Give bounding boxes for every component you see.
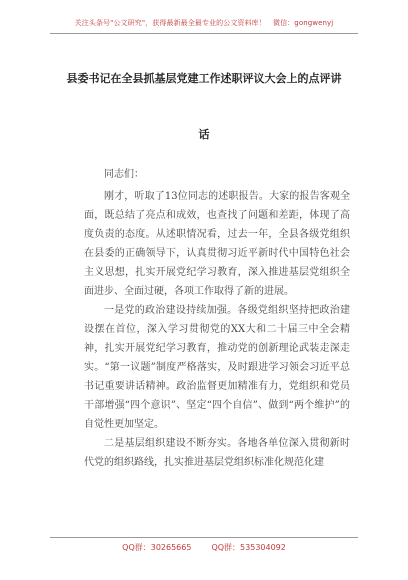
qq-group-2: QQ群：535304092	[211, 543, 286, 552]
document-body	[84, 165, 350, 472]
footer-divider	[50, 537, 358, 538]
paragraph-grassroots-building: 二是基层组织建设不断夯实。各地各单位深入贯彻新时代党的组织路线，扎实推进基层党组织标准化规范化建	[84, 438, 350, 468]
document-title: 县委书记在全县抓基层党建工作述职评议大会上的点评讲	[66, 72, 342, 85]
page-header-promo: 关注头条号"公文研究"，获得最新最全最专业的公文资料库！ 微信：gongwenyj	[74, 19, 334, 27]
paragraph-intro: 刚才，听取了13位同志的述职报告。大家的报告客观全面，既总结了亮点和成效，也查找了问题和差距，体现了高度负责的态度。从述职情况看，过去一年，全县各级党组织在县委的正确领导下，认真贯彻习近平新时代中国特色社会主义思想，扎实开展党纪学习教育，深入推进基层党组织全面进步、全面过硬，各项工作取得了新的进展。	[84, 191, 350, 297]
paragraph-political-building: 一是党的政治建设持续加强。各级党组织坚持把政治建设摆在首位，深入学习贯彻党的XX大和二十届三中全会精神，扎实开展党纪学习教育，推动党的创新理论武装走深走实。“第一议题”制度严格落实，及时跟进学习领会习近平总书记重要讲话精神。政治监督更加精准有力，党组织和党员干部增强“四个意识”、坚定“四个自信”、做到“两个维护”的自觉性更加坚定。	[84, 305, 350, 430]
page-footer	[0, 542, 408, 553]
document-title-continued: 话	[198, 128, 210, 141]
salutation: 同志们：	[104, 169, 144, 180]
header-divider	[50, 33, 358, 34]
qq-group-1: QQ群：30265665	[122, 543, 192, 552]
